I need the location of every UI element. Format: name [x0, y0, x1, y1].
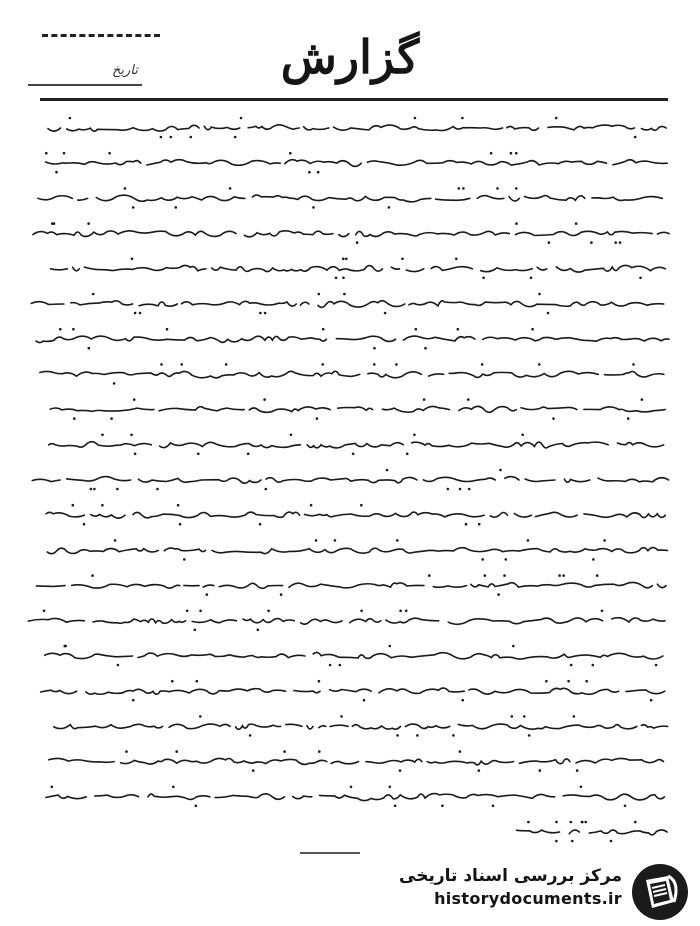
archive-watermark [399, 866, 622, 908]
handwritten-line [46, 786, 665, 808]
handwritten-line [36, 328, 669, 350]
handwritten-line [54, 715, 668, 737]
handwritten-line [38, 187, 662, 209]
handwritten-line [31, 293, 663, 315]
end-mark [300, 852, 360, 854]
handwritten-line [32, 469, 668, 491]
handwritten-line [50, 398, 665, 420]
date-label: تاریخ [112, 63, 138, 78]
handwritten-line [33, 222, 669, 244]
handwritten-line [45, 152, 667, 174]
handwritten-line [28, 610, 665, 632]
handwritten-line [51, 258, 666, 280]
handwritten-line [36, 645, 663, 667]
handwritten-line [49, 434, 664, 456]
document-title: گزارش [280, 30, 420, 84]
handwritten-line [517, 821, 668, 843]
handwritten-line [40, 363, 664, 385]
handwritten-line [49, 750, 664, 772]
handwritten-line [46, 504, 665, 526]
handwritten-line [48, 117, 666, 139]
handwritten-line [41, 680, 665, 702]
handwritten-line [36, 574, 666, 596]
book-scroll-logo-icon [630, 862, 690, 922]
archive-url: historydocuments.ir [434, 889, 622, 908]
handwritten-line [47, 539, 667, 561]
archive-name: مرکز بررسی اسناد تاریخی [399, 866, 622, 886]
